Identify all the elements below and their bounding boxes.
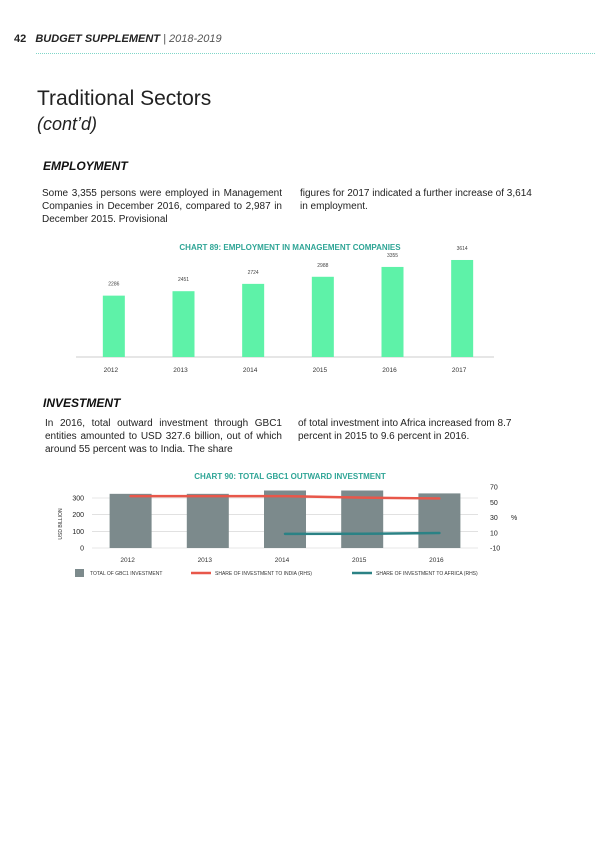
y-axis-label: USD BILLION — [58, 508, 64, 540]
x-tick-2016: 2016 — [382, 367, 397, 374]
chart-89-title: CHART 89: EMPLOYMENT IN MANAGEMENT COMPANIES — [179, 243, 401, 252]
data-label-2016: 3355 — [386, 252, 399, 259]
legend-label-0: TOTAL OF GBC1 INVESTMENT — [90, 571, 163, 577]
investment-para-left: In 2016, total outward investment through GBC1 entities amounted to USD 327.6 billion, out of which around 55 percent was to India. The share — [45, 418, 282, 455]
data-label-2012: 2286 — [108, 281, 120, 288]
x-tick-2012: 2012 — [103, 367, 119, 374]
bar-2016 — [418, 493, 460, 548]
legend-label-2: SHARE OF INVESTMENT TO AFRICA (RHS) — [376, 571, 478, 577]
publication-year: 2018-2019 — [168, 33, 222, 45]
y2-tick-10: 10 — [490, 530, 498, 538]
data-label-2013: 2451 — [177, 277, 190, 284]
x-tick-2016: 2016 — [429, 557, 444, 564]
y-tick-300: 300 — [72, 495, 84, 503]
investment-para-right: of total investment into Africa increased from 8.7 percent in 2015 to 9.6 percent in 2016. — [298, 418, 512, 442]
bar-2012 — [110, 494, 152, 548]
y-tick-100: 100 — [72, 528, 84, 536]
header-divider — [36, 53, 595, 54]
x-tick-2014: 2014 — [274, 557, 290, 564]
employment-para-right: figures for 2017 indicated a further increase of 3,614 in employment. — [300, 188, 532, 212]
employment-heading: EMPLOYMENT — [43, 159, 128, 173]
x-tick-2013: 2013 — [173, 367, 188, 374]
x-tick-2012: 2012 — [120, 557, 135, 564]
chart-90 — [0, 482, 595, 587]
series-line-2 — [285, 533, 439, 534]
x-tick-2017: 2017 — [451, 367, 467, 374]
data-label-2015: 2988 — [317, 262, 329, 269]
section-subtitle: (cont’d) — [37, 114, 98, 134]
bar-2015 — [341, 491, 383, 549]
y-tick-0: 0 — [80, 545, 84, 553]
x-tick-2015: 2015 — [351, 557, 367, 564]
y2-axis-label: % — [511, 515, 518, 522]
legend-label-1: SHARE OF INVESTMENT TO INDIA (RHS) — [215, 571, 312, 577]
legend-swatch-0 — [75, 569, 84, 577]
bar-2017 — [451, 260, 473, 357]
y2-tick-50: 50 — [490, 499, 498, 507]
bar-2013 — [187, 494, 229, 548]
x-tick-2013: 2013 — [197, 557, 213, 564]
bar-2012 — [103, 296, 125, 357]
investment-heading: INVESTMENT — [43, 396, 121, 410]
y-tick-200: 200 — [72, 512, 84, 520]
bar-2015 — [312, 277, 334, 357]
y2-tick-30: 30 — [490, 515, 498, 522]
bar-2014 — [264, 491, 306, 549]
bar-2013 — [173, 291, 195, 357]
y2-tick--10: -10 — [490, 545, 501, 553]
y2-tick-70: 70 — [490, 484, 498, 492]
page-number: 42 — [14, 33, 27, 45]
x-tick-2015: 2015 — [312, 367, 328, 374]
bar-2016 — [382, 267, 404, 357]
data-label-2014: 2724 — [247, 269, 259, 276]
publication-title: BUDGET SUPPLEMENT — [35, 33, 160, 45]
data-label-2017: 3614 — [456, 245, 468, 252]
page-header — [14, 33, 222, 45]
header-separator: | — [163, 33, 166, 45]
chart-90-title: CHART 90: TOTAL GBC1 OUTWARD INVESTMENT — [194, 472, 386, 481]
employment-para-left: Some 3,355 persons were employed in Management Companies in December 2016, compared to 2,987 in December 2015. Provisional — [42, 188, 282, 225]
bar-2014 — [242, 284, 264, 357]
section-title: Traditional Sectors — [37, 87, 212, 110]
x-tick-2014: 2014 — [242, 367, 258, 374]
